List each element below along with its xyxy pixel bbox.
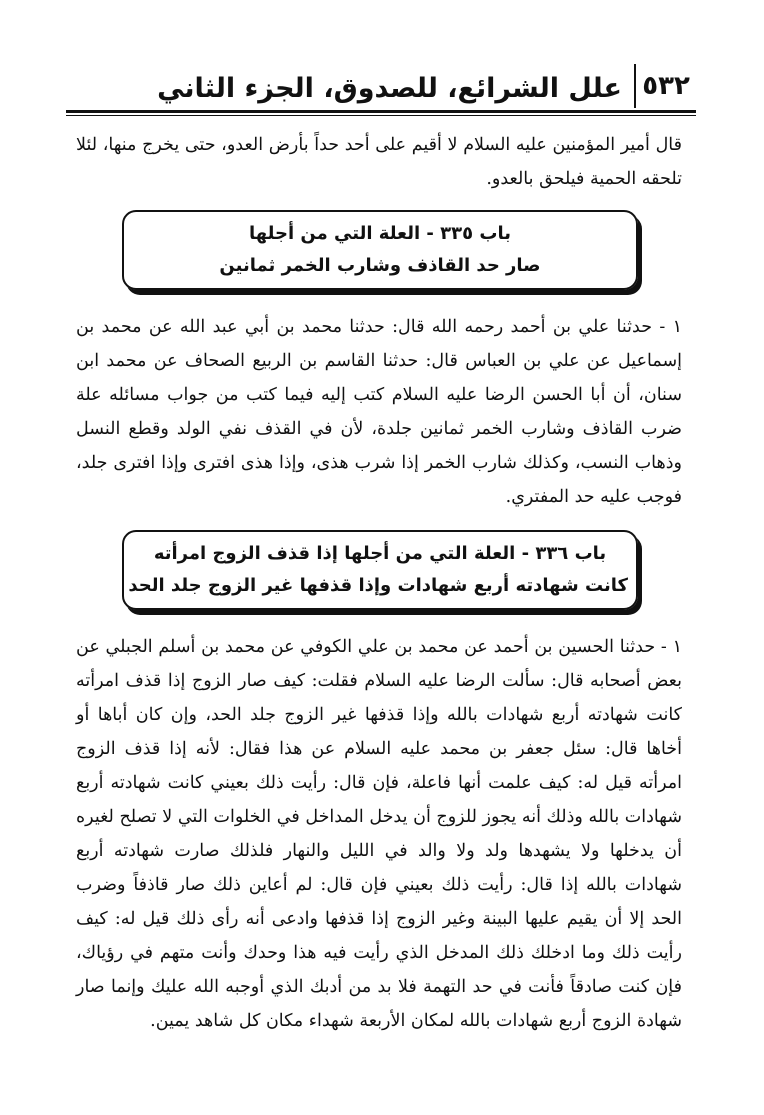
chapter-336-title-line2: كانت شهادته أربع شهادات وإذا قذفها غير الزوج جلد الحد	[128, 575, 628, 596]
chapter-336-paragraph: ١ - حدثنا الحسين بن أحمد عن محمد بن علي الكوفي عن محمد بن أسلم الجبلي عن بعض أصحابه قال: سألت الرضا عليه السلام فقلت: كيف صار الزوج إذا قذف امرأته كانت شهادته أربع شهادات بالله وإذا قذفها غير الزوج جلد الحد، وإن كان أباها أو أخاها قال: سئل جعفر بن محمد عليه السلام عن هذا فقال: لأنه إذا قذف الزوج امرأته قيل له: كيف علمت أنها فاعلة، فإن قال: رأيت ذلك بعيني كانت شهادته أربع شهادات بالله وذلك أنه يجوز للزوج أن يدخل المداخل في الخلوات التي لا تصلح لغيره أن يدخلها ولا يشهدها ولد ولا والد في الليل والنهار فلذلك صارت شهادته أربع شهادات بالله إذا قال: رأيت ذلك بعيني فإن قال: لم أعاين ذلك صار قاذفاً وضرب الحد إلا أن يقيم عليها البينة وغير الزوج إذا قذفها وادعى أنه رأى ذلك قيل له: كيف رأيت ذلك وما ادخلك ذلك المدخل الذي رأيت فيه هذا وحدك وأنت متهم في رؤياك، فإن كنت صادقاً فأنت في حد التهمة فلا بد من أدبك الذي أوجبه الله عليك وإنما صار شهادة الزوج أربع شهادات بالله لمكان الأربعة شهداء مكان كل شاهد يمين.	[76, 637, 682, 1031]
intro-paragraph-text: قال أمير المؤمنين عليه السلام لا أقيم على أحد حداً بأرض العدو، حتى يخرج منها، لئلا تلحقه الحمية فيلحق بالعدو.	[76, 135, 682, 189]
chapter-335-title-line2: صار حد القاذف وشارب الخمر ثمانين	[219, 255, 541, 276]
intro-paragraph	[76, 128, 682, 200]
chapter-335-title-line1: باب ٣٣٥ - العلة التي من أجلها	[249, 223, 511, 244]
page-header	[66, 64, 696, 114]
header-rule	[66, 110, 696, 113]
chapter-336-body	[76, 630, 682, 1100]
chapter-335-paragraph: ١ - حدثنا علي بن أحمد رحمه الله قال: حدثنا محمد بن أبي عبد الله عن محمد بن إسماعيل عن علي بن العباس قال: حدثنا القاسم بن الربيع الصحاف عن محمد ابن سنان، أن أبا الحسن الرضا عليه السلام كتب إليه فيما كتب من جواب مسائله علة ضرب القاذف وشارب الخمر ثمانين جلدة، لأن في القذف نفي الولد وقطع النسل وذهاب النسب، وكذلك شارب الخمر إذا شرب هذى، وإذا هذى افترى وإذا افترى جلد، فوجب عليه حد المفتري.	[76, 317, 682, 507]
chapter-335-heading	[122, 210, 638, 290]
chapter-336-heading	[122, 530, 638, 610]
running-title: علل الشرائع، للصدوق، الجزء الثاني	[157, 72, 622, 104]
chapter-335-body	[76, 310, 682, 520]
header-rule-thin	[66, 115, 696, 116]
page-number: ٥٣٢	[634, 64, 696, 108]
chapter-336-title-line1: باب ٣٣٦ - العلة التي من أجلها إذا قذف الزوج امرأته	[153, 543, 607, 564]
